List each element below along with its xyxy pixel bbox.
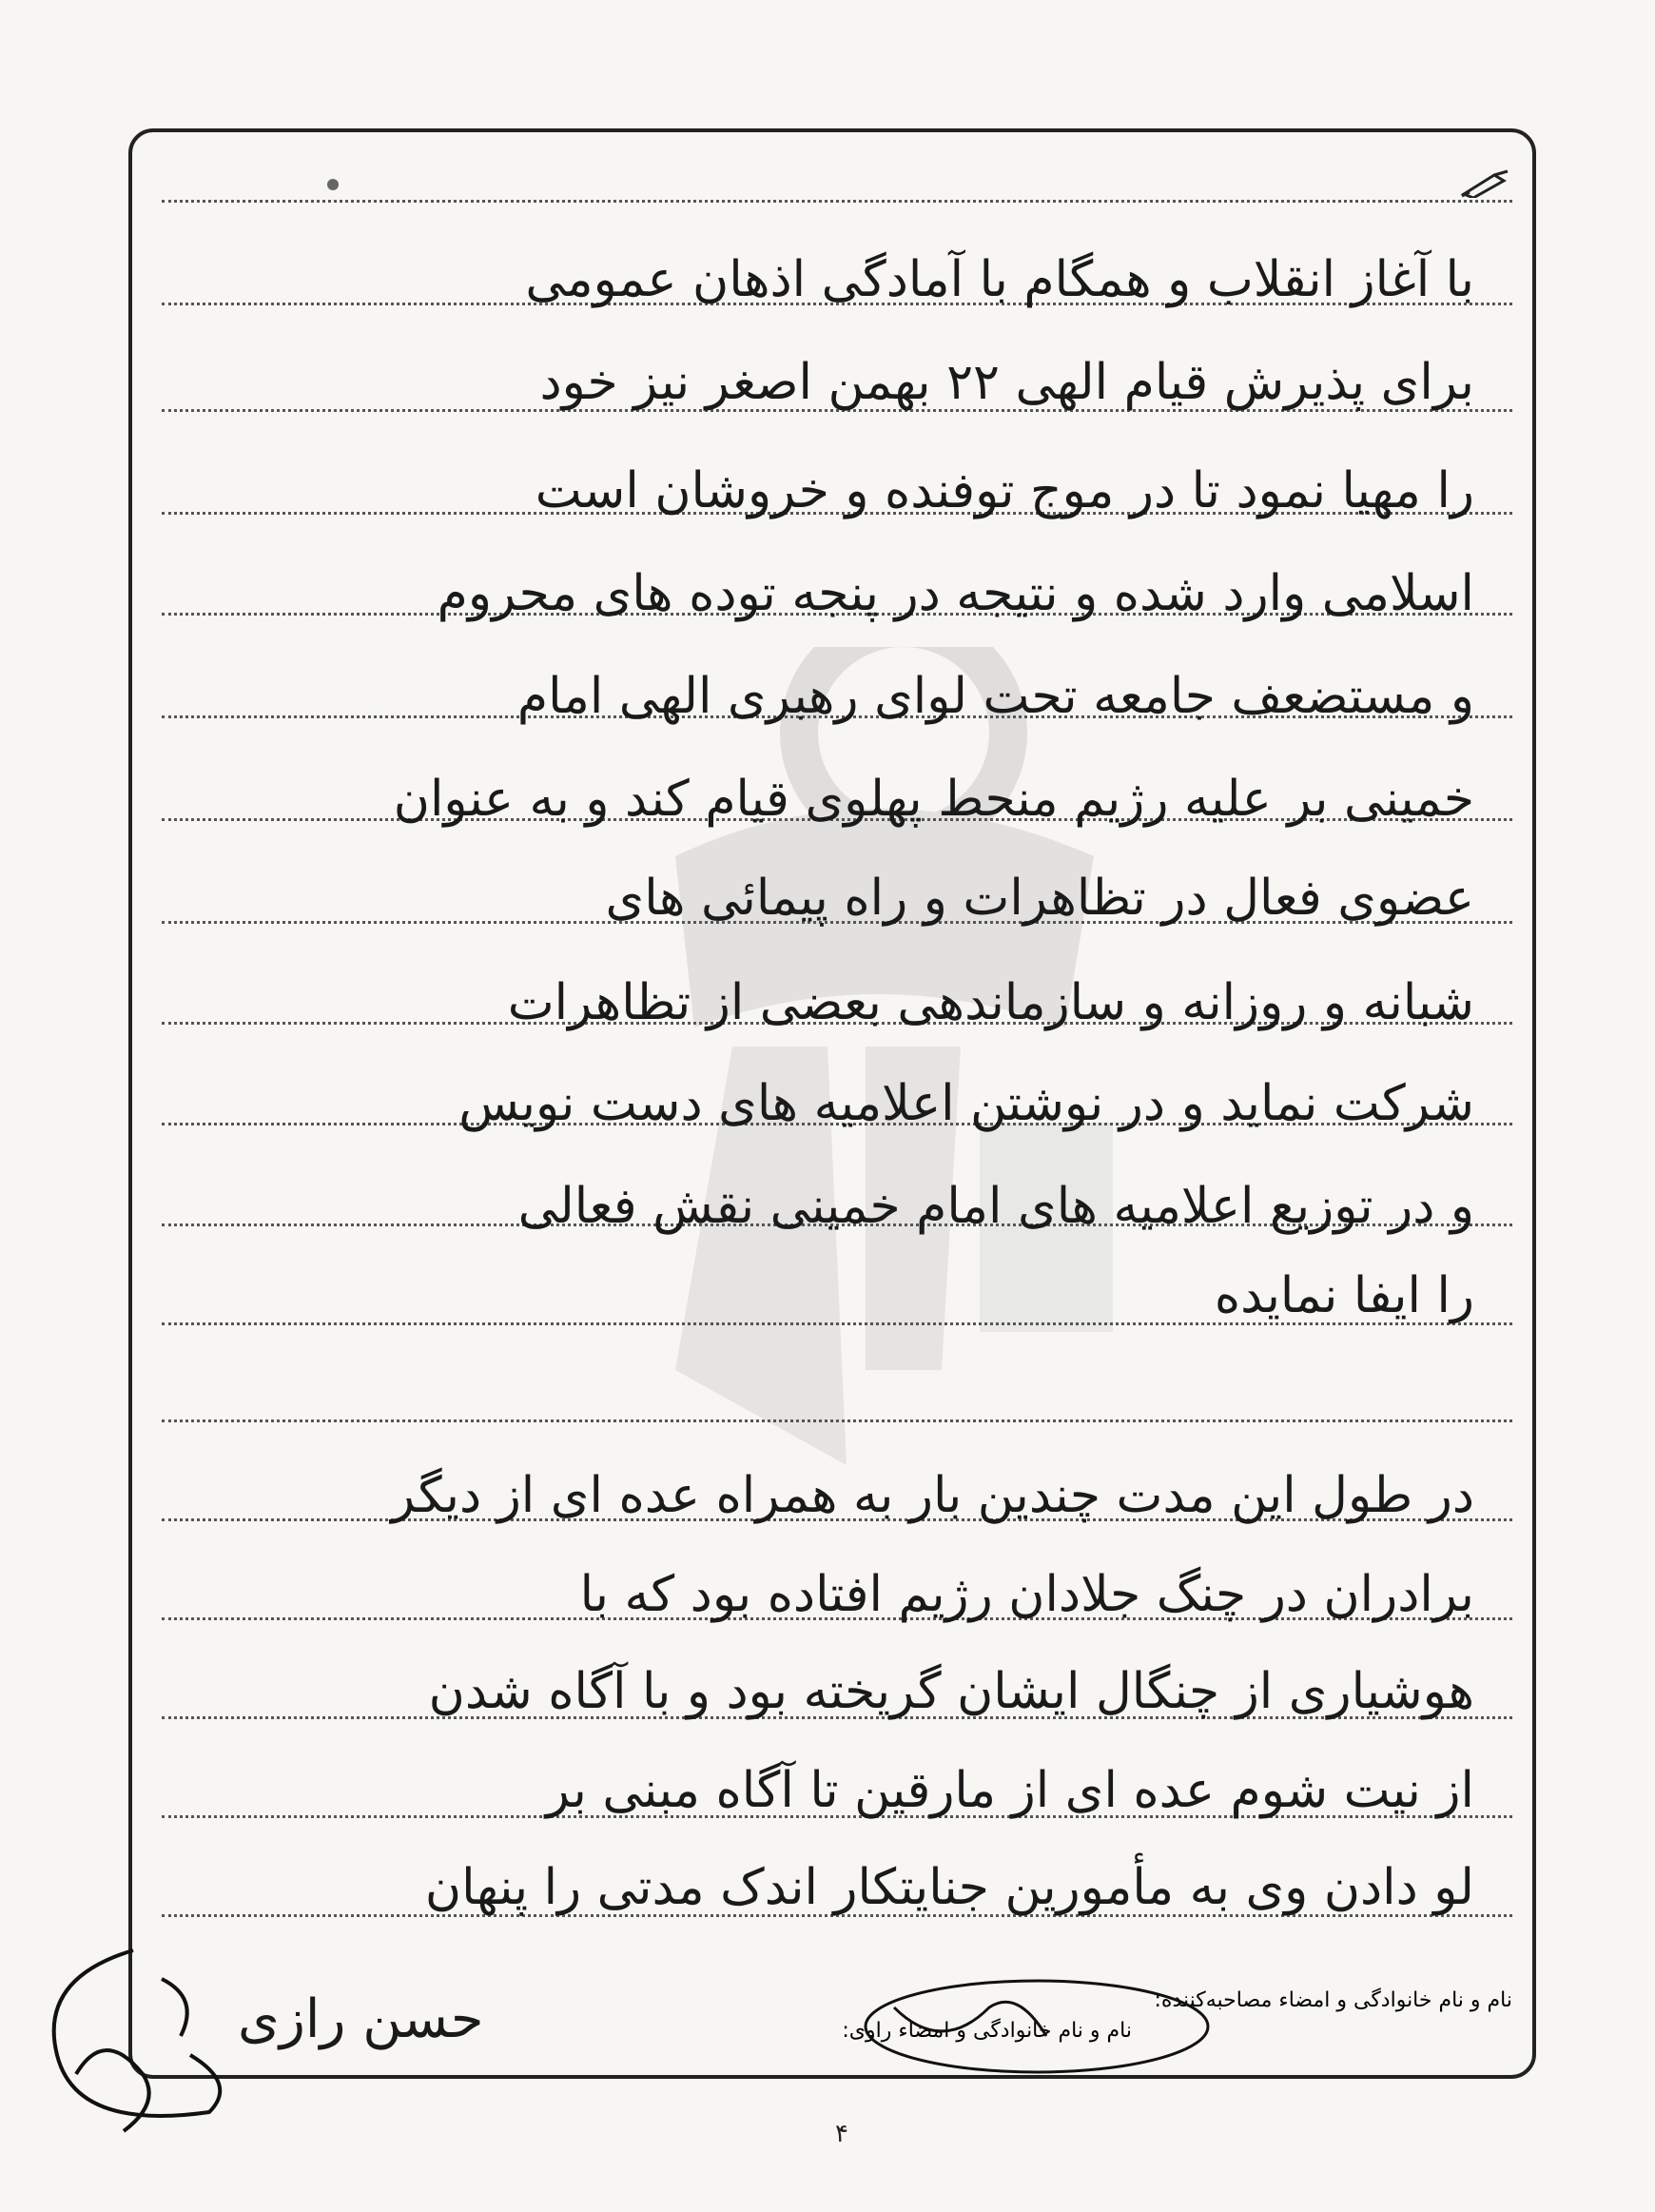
pen-icon: [1460, 169, 1509, 198]
handwritten-line: لو دادن وی به مأمورین جنایتکار اندک مدتی را پنهان: [424, 1859, 1474, 1916]
handwritten-line: هوشیاری از چنگال ایشان گریخته بود و با آگاه شدن: [428, 1663, 1474, 1720]
handwritten-line: را ایفا نمایده: [1214, 1267, 1474, 1324]
handwritten-line: را مهیا نمود تا در موج توفنده و خروشان است: [535, 462, 1474, 519]
handwritten-line: با آغاز انقلاب و همگام با آمادگی اذهان عمومی: [525, 251, 1474, 308]
handwritten-line: از نیت شوم عده ای از مارقین تا آگاه مبنی بر: [545, 1762, 1474, 1819]
handwritten-line: در طول این مدت چندین بار به همراه عده ای از دیگر: [391, 1467, 1474, 1524]
page-number: ۴: [835, 2120, 848, 2148]
handwritten-line: عضوی فعال در تظاهرات و راه پیمائی های: [605, 870, 1474, 927]
handwritten-line: اسلامی وارد شده و نتیجه در پنجه توده های محروم: [437, 565, 1474, 622]
narrator-name: حسن رازی: [238, 1988, 484, 2050]
handwritten-line: برای پذیرش قیام الهی ۲۲ بهمن اصغر نیز خود: [539, 354, 1474, 411]
handwritten-line: و در توزیع اعلامیه های امام خمینی نقش فعالی: [517, 1178, 1474, 1235]
interviewer-signature-label: نام و نام خانوادگی و امضاء مصاحبه‌کننده:: [1154, 1988, 1512, 2012]
handwritten-line: شرکت نماید و در نوشتن اعلامیه های دست نویس: [458, 1075, 1474, 1132]
ruled-line: [162, 200, 1512, 203]
ink-blot: [327, 179, 339, 190]
handwritten-line: و مستضعف جامعه تحت لوای رهبری الهی امام: [516, 668, 1474, 725]
narrator-signature: [19, 1941, 247, 2150]
handwritten-line: شبانه و روزانه و سازماندهی بعضی از تظاهرات: [507, 974, 1474, 1031]
interviewer-signature: [856, 1969, 1217, 2084]
ruled-line: [162, 1419, 1512, 1422]
handwritten-line: خمینی بر علیه رژیم منحط پهلوی قیام کند و به عنوان: [393, 771, 1474, 828]
narrator-signature-label: نام و نام خانوادگی و امضاء راوی:: [842, 2019, 1132, 2043]
handwritten-line: برادران در چنگ جلادان رژیم افتاده بود که با: [579, 1566, 1474, 1623]
